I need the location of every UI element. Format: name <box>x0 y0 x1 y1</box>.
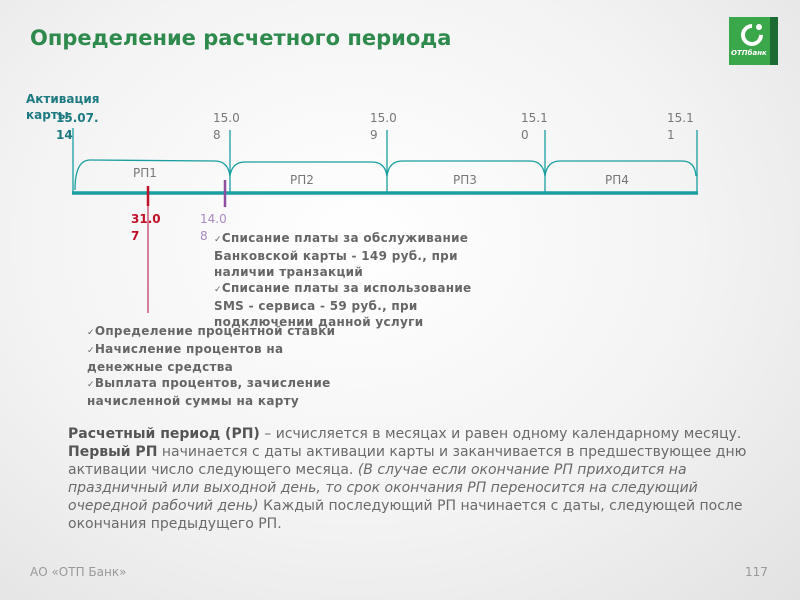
check-icon: ✓ <box>87 346 95 356</box>
check-icon: ✓ <box>87 328 95 338</box>
period-label: РП3 <box>453 173 477 187</box>
date-label: 15.0 8 <box>213 111 240 142</box>
list-item: ✓Выплата процентов, зачисление <box>87 376 331 390</box>
marker-purple-date: 14.0 8 <box>200 212 227 243</box>
period-braces <box>75 160 696 190</box>
activation-label: Активация карты <box>26 92 100 122</box>
check-icon: ✓ <box>214 235 222 245</box>
date-label: 15.1 0 <box>521 111 548 142</box>
period-label: РП4 <box>605 173 629 187</box>
list-item: ✓Списание платы за использование <box>214 281 472 295</box>
fee-list: ✓Списание платы за обслуживание Банковской карты - 149 руб., при наличии транзакций ✓Списание платы за использование SMS - сервиса - 59 руб., при подключении данной услуги <box>214 231 472 329</box>
footer: АО «ОТП Банк» <box>30 565 127 579</box>
list-item: ✓Начисление процентов на <box>87 342 284 356</box>
otp-bank-logo: ОТПбанк <box>729 17 777 65</box>
definition-paragraph: Расчетный период (РП) – исчисляется в месяцах и равен одному календарному месяцу. Первый РП начинается с даты активации карты и заканчивается в предшествующее дню активации число следующего месяца. (В случае если окончание РП приходится на праздничный или выходной день, то срок окончания РП переносится на следующий очередной рабочий день) Каждый последующий РП начинается с даты, следующей после окончания предыдущего РП. <box>68 426 747 532</box>
list-item: ✓Списание платы за обслуживание <box>214 231 469 245</box>
list-item: ✓Определение процентной ставки <box>87 324 336 338</box>
check-icon: ✓ <box>214 285 222 295</box>
slide-title: Определение расчетного периода <box>30 26 452 50</box>
period-label: РП1 <box>133 166 157 180</box>
date-label: 15.1 1 <box>667 111 694 142</box>
date-label: 15.0 9 <box>370 111 397 142</box>
marker-red-date: 31.0 7 <box>131 212 161 243</box>
start-date: 15.07. 14 <box>56 111 99 142</box>
interest-list: ✓Определение процентной ставки ✓Начисление процентов на денежные средства ✓Выплата процентов, зачисление начисленной суммы на карту <box>87 324 336 408</box>
page-number: 117 <box>745 565 768 579</box>
check-icon: ✓ <box>87 380 95 390</box>
period-label: РП2 <box>290 173 314 187</box>
